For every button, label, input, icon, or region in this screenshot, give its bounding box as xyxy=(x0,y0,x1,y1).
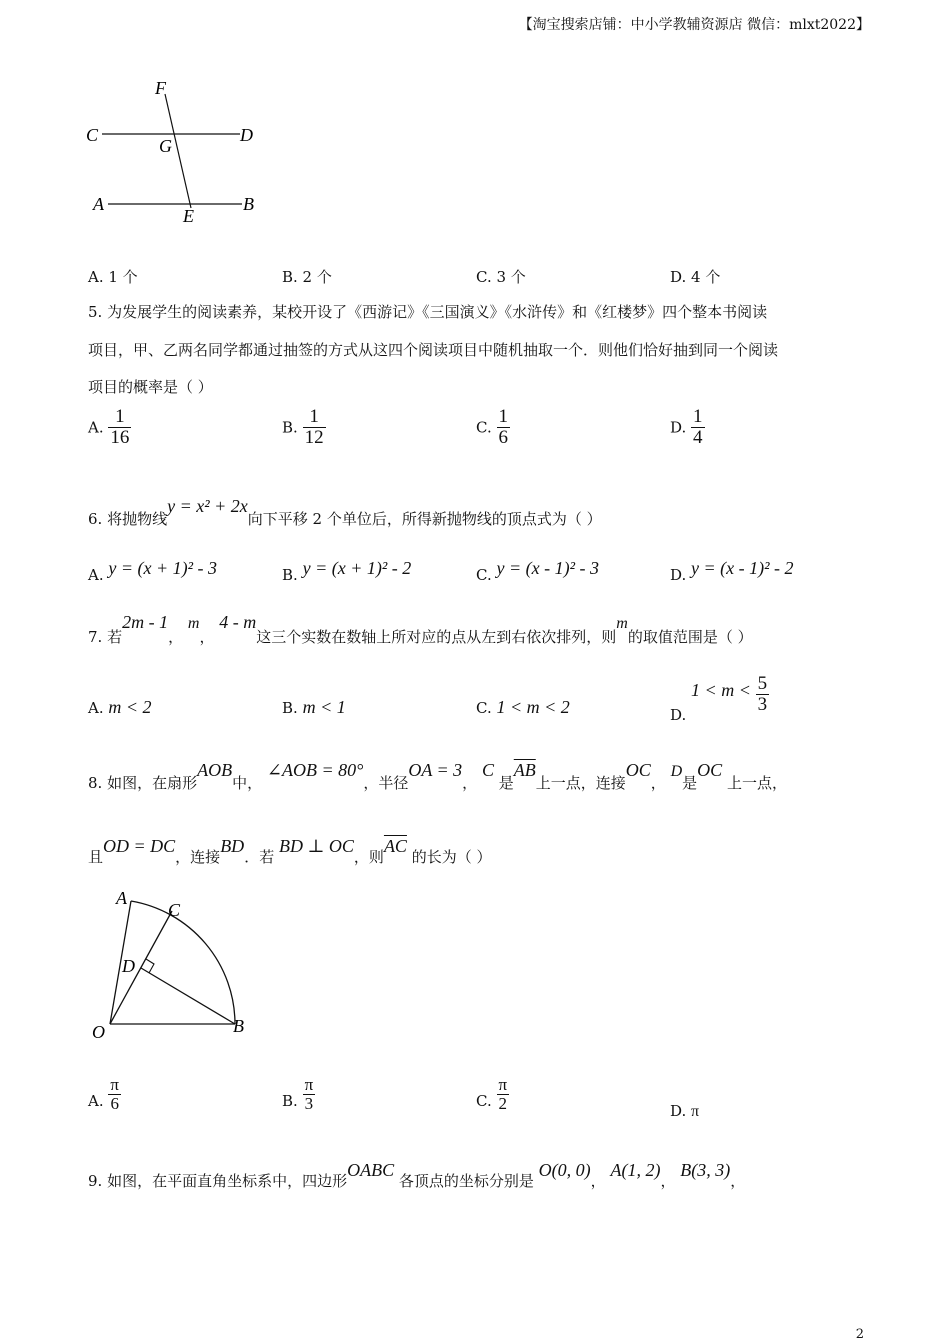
q6-option-d: D. y = (x - 1)² - 2 xyxy=(670,558,794,584)
q7-option-d: D. 1 < m < $\frac{5}{3}$ xyxy=(670,673,768,725)
q8-option-d: D. π xyxy=(670,1102,700,1120)
q5-option-c: C. $\frac{1}{6}$ xyxy=(476,406,508,448)
q8-option-b: B. $\frac{\pi}{3}$ xyxy=(282,1075,314,1113)
label-g: G xyxy=(159,136,172,156)
q4-option-b: B. 2 个 xyxy=(282,268,332,286)
parallel-lines-figure xyxy=(80,70,280,230)
q8-stem-line-1: 8. 如图，在扇形AOB中， ∠AOB = 80°，半径OA = 3， C 是$\overline{AB}$上一点，连接OC， D是OC 上一点， xyxy=(88,760,787,792)
right-angle-mark xyxy=(146,959,154,973)
label-a: A xyxy=(116,888,127,908)
q8-option-a: A. $\frac{\pi}{6}$ xyxy=(88,1075,119,1113)
label-b: B xyxy=(233,1016,244,1036)
q4-option-c: C. 3 个 xyxy=(476,268,526,286)
label-c: C xyxy=(168,900,181,920)
q9-stem: 9. 如图，在平面直角坐标系中，四边形OABC 各顶点的坐标分别是 O(0, 0)， A(1, 2)， B(3, 3)， xyxy=(88,1160,746,1190)
label-b: B xyxy=(243,194,254,214)
q5-line-2: 项目，甲、乙两名同学都通过抽签的方式从这四个阅读项目中随机抽取一个．则他们恰好抽到同一个阅读 xyxy=(88,341,779,359)
q8-option-c: C. $\frac{\pi}{2}$ xyxy=(476,1075,508,1113)
q6-stem: 6. 将抛物线y = x² + 2x向下平移 2 个单位后，所得新抛物线的顶点式为（ ） xyxy=(88,496,602,528)
page-number: 2 xyxy=(855,1327,864,1342)
q5-option-a: A. $\frac{1}{16}$ xyxy=(88,406,130,448)
q4-option-d: D. 4 个 xyxy=(670,268,721,286)
label-e: E xyxy=(183,206,194,226)
arc-ab xyxy=(131,901,235,1024)
q7-stem: 7. 若2m - 1， m， 4 - m这三个实数在数轴上所对应的点从左到右依次排列，则m的取值范围是（ ） xyxy=(88,612,753,646)
q6-option-b: B. y = (x + 1)² - 2 xyxy=(282,558,412,584)
page-header: 【淘宝搜索店铺：中小学教辅资源店 微信：mlxt2022】 xyxy=(518,17,870,33)
label-d: D xyxy=(240,125,253,145)
q6-option-a: A. y = (x + 1)² - 3 xyxy=(88,558,218,584)
label-f: F xyxy=(155,78,166,98)
sector-figure xyxy=(85,880,275,1045)
q6-option-c: C. y = (x - 1)² - 3 xyxy=(476,558,599,584)
q4-option-a: A. 1 个 xyxy=(88,268,138,286)
q7-option-c: C. 1 < m < 2 xyxy=(476,697,570,717)
q5-option-d: D. $\frac{1}{4}$ xyxy=(670,406,703,448)
label-c: C xyxy=(86,125,99,145)
q5-line-1: 5. 为发展学生的阅读素养，某校开设了《西游记》《三国演义》《水浒传》和《红楼梦》四个整本书阅读 xyxy=(88,303,768,321)
q7-option-b: B. m < 1 xyxy=(282,697,346,717)
label-d: D xyxy=(122,956,135,976)
segment-bd xyxy=(141,968,235,1024)
q8-stem-line-2: 且OD = DC，连接BD．若 BD ⊥ OC，则$\overline{AC}$ 的长为（ ） xyxy=(88,836,492,866)
q5-line-3: 项目的概率是（ ） xyxy=(88,378,213,396)
label-a: A xyxy=(93,194,104,214)
label-o: O xyxy=(92,1022,105,1042)
q7-option-a: A. m < 2 xyxy=(88,697,152,717)
q5-option-b: B. $\frac{1}{12}$ xyxy=(282,406,324,448)
